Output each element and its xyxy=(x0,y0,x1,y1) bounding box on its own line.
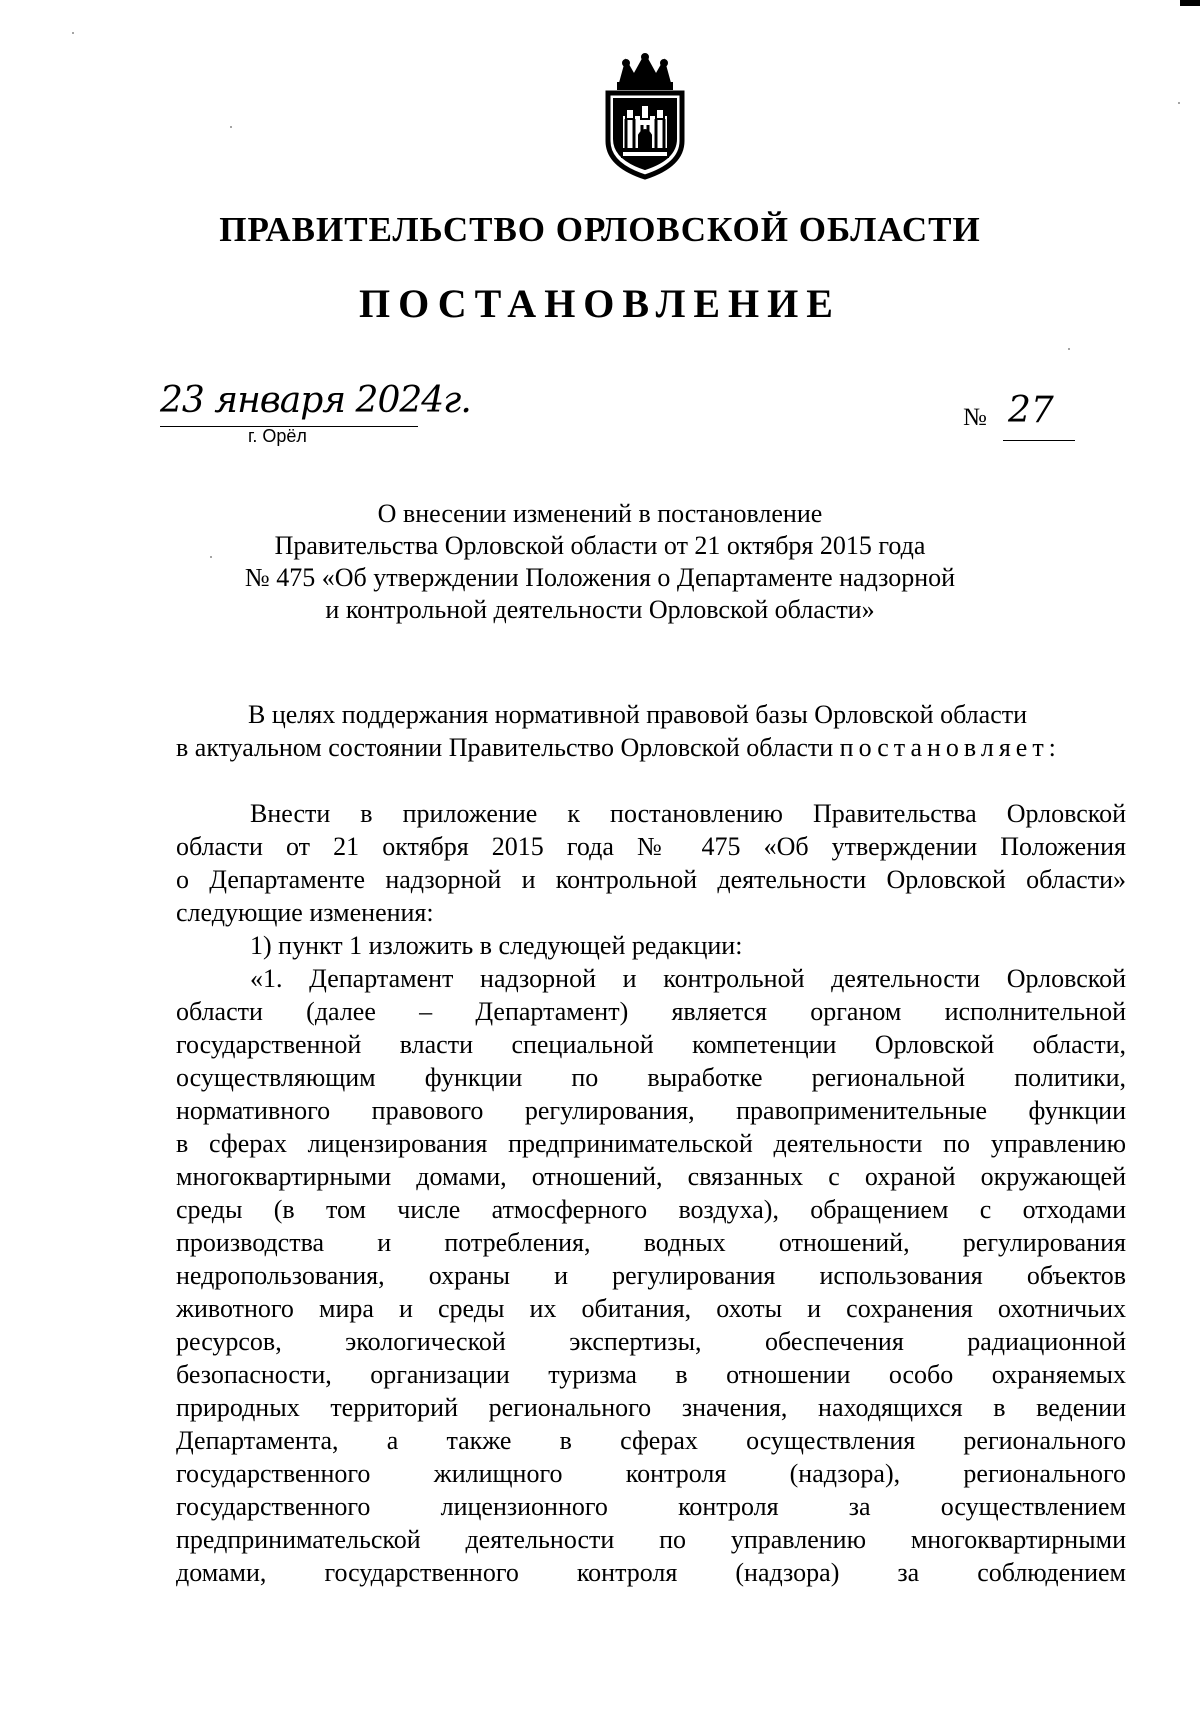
body-line: предпринимательской деятельности по управлению многоквартирными xyxy=(176,1525,1126,1554)
body-line: природных территорий регионального значения, находящихся в ведении xyxy=(176,1393,1126,1422)
body-line: ресурсов, экологической экспертизы, обеспечения радиационной xyxy=(176,1327,1126,1356)
number-block xyxy=(963,388,1113,448)
body-line: нормативного правового регулирования, правоприменительные функции xyxy=(176,1096,1126,1125)
scan-speck xyxy=(1068,348,1070,350)
subject-line: № 475 «Об утверждении Положения о Департаменте надзорной xyxy=(244,563,956,592)
subject-line: Правительства Орловской области от 21 октября 2015 года xyxy=(274,531,926,560)
body-line: домами, государственного контроля (надзора) за соблюдением xyxy=(176,1558,1126,1587)
coat-of-arms-oryol-oblast-icon xyxy=(598,53,692,181)
body-line: производства и потребления, водных отношений, регулирования xyxy=(176,1228,1126,1257)
preamble-keyword: постановляет: xyxy=(839,733,1061,762)
preamble-text: в актуальном состоянии Правительство Орловской области xyxy=(176,733,834,762)
body-line: среды (в том числе атмосферного воздуха), обращением с отходами xyxy=(176,1195,1126,1224)
body-line: «1. Департамент надзорной и контрольной деятельности Орловской xyxy=(250,964,1126,993)
number-sign: № xyxy=(963,404,987,431)
body-line: государственной власти специальной компетенции Орловской области, xyxy=(176,1030,1126,1059)
scan-speck xyxy=(230,126,232,128)
body-line: 1) пункт 1 изложить в следующей редакции: xyxy=(250,931,743,960)
body-line: государственного жилищного контроля (надзора), регионального xyxy=(176,1459,1126,1488)
body-line: недропользования, охраны и регулирования использования объектов xyxy=(176,1261,1126,1290)
body-line: осуществляющим функции по выработке региональной политики, xyxy=(176,1063,1126,1092)
body-line: следующие изменения: xyxy=(176,898,434,927)
city-label: г. Орёл xyxy=(248,426,307,446)
document-subject xyxy=(180,498,1020,626)
body-line: многоквартирными домами, отношений, связанных с охраной окружающей xyxy=(176,1162,1126,1191)
document-type-title: ПОСТАНОВЛЕНИЕ xyxy=(359,281,841,326)
organization-title: ПРАВИТЕЛЬСТВО ОРЛОВСКОЙ ОБЛАСТИ xyxy=(219,210,981,249)
scan-speck xyxy=(1178,102,1180,104)
scan-edge-mark xyxy=(1180,0,1200,6)
scan-speck xyxy=(72,32,74,34)
body-line: о Департаменте надзорной и контрольной деятельности Орловской области» xyxy=(176,865,1126,894)
handwritten-date: 23 января 2024г. xyxy=(160,380,471,421)
date-block xyxy=(160,380,471,450)
body-line: животного мира и среды их обитания, охоты и сохранения охотничьих xyxy=(176,1294,1126,1323)
handwritten-number: 27 xyxy=(1008,390,1054,431)
preamble-line xyxy=(176,731,1126,764)
subject-line: О внесении изменений в постановление xyxy=(377,499,823,528)
preamble-line: В целях поддержания нормативной правовой базы Орловской области xyxy=(248,700,1028,729)
body-line: области от 21 октября 2015 года № 475 «Об утверждении Положения xyxy=(176,832,1126,861)
number-underline xyxy=(1003,440,1075,441)
body-line: государственного лицензионного контроля за осуществлением xyxy=(176,1492,1126,1521)
body-line: в сферах лицензирования предпринимательской деятельности по управлению xyxy=(176,1129,1126,1158)
body-line: области (далее – Департамент) является органом исполнительной xyxy=(176,997,1126,1026)
body-line: Департамента, а также в сферах осуществления регионального xyxy=(176,1426,1126,1455)
body-line: безопасности, организации туризма в отношении особо охраняемых xyxy=(176,1360,1126,1389)
body-line: Внести в приложение к постановлению Правительства Орловской xyxy=(250,799,1126,828)
subject-line: и контрольной деятельности Орловской области» xyxy=(325,595,875,624)
